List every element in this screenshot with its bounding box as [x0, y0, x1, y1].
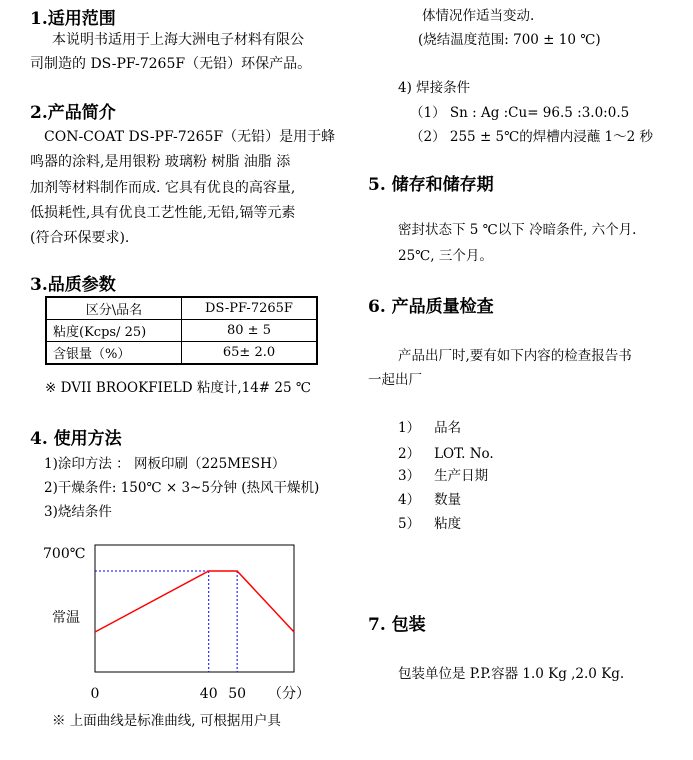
section-6-line1: 产品出厂时,要有如下内容的检查报告书: [398, 348, 632, 364]
section-3-title: 3.品质参数: [30, 275, 116, 295]
section-2-line3: 加剂等材料制作而成. 它具有优良的高容量,: [30, 180, 296, 196]
table-cell: 80 ± 5: [182, 320, 318, 342]
section-7-title: 7. 包装: [368, 615, 426, 635]
section-2-title: 2.产品简介: [30, 103, 116, 123]
usage-item-2: 2)干燥条件: 150℃ × 3~5分钟 (热风干燥机): [44, 480, 320, 496]
x-unit-label: （分）: [268, 686, 310, 702]
welding-item-2: （2） 255 ± 5℃的焊槽内浸蘸 1～2 秒: [410, 129, 653, 145]
section-1-line1: 本说明书适用于上海大洲电子材料有限公: [52, 32, 304, 48]
welding-item-1: （1） Sn : Ag :Cu= 96.5 :3.0:0.5: [410, 105, 630, 121]
table-row: [46, 342, 317, 365]
list-item: 1） 品名: [398, 420, 462, 436]
continued-line-1: 体情况作适当变动.: [422, 8, 535, 24]
section-7-line1: 包装单位是 P.P.容器 1.0 Kg ,2.0 Kg.: [398, 666, 625, 682]
section-6-title: 6. 产品质量检查: [368, 297, 494, 317]
curve-note: ※ 上面曲线是标准曲线, 可根据用户具: [52, 713, 281, 729]
x-tick-label: 0: [90, 686, 100, 702]
temperature-curve: [95, 571, 294, 632]
viscometer-note: ※ DVII BROOKFIELD 粘度计,14# 25 ℃: [45, 380, 311, 396]
table-cell: 65± 2.0: [182, 342, 318, 365]
section-2-line4: 低损耗性,具有优良工艺性能,无铅,镉等元素: [30, 205, 296, 221]
usage-item-3: 3)烧结条件: [44, 504, 112, 520]
x-tick-label: 40: [199, 686, 218, 702]
section-6-line2: 一起出厂: [368, 372, 422, 388]
table-header-row: [46, 297, 317, 320]
quality-parameters-table: [45, 296, 318, 365]
section-2-line2: 鸣器的涂料,是用银粉 玻璃粉 树脂 油脂 添: [30, 154, 291, 170]
sintering-curve-chart: [40, 538, 340, 710]
table-cell: 粘度(Kcps/ 25): [46, 320, 182, 342]
section-5-line2: 25℃, 三个月。: [398, 248, 493, 264]
section-2-line1: CON-COAT DS-PF-7265F（无铅）是用于蜂: [44, 129, 336, 145]
section-5-title: 5. 储存和储存期: [368, 175, 494, 195]
table-row: [46, 320, 317, 342]
list-item: 3） 生产日期: [398, 468, 489, 484]
y-label-bottom: 常温: [52, 610, 80, 626]
y-label-top: 700℃: [43, 546, 86, 562]
continued-line-2: (烧结温度范围: 700 ± 10 ℃): [418, 32, 601, 48]
x-tick-label: 50: [228, 686, 247, 702]
list-item: 4） 数量: [398, 492, 462, 508]
table-header-cell: 区分\品名: [46, 297, 182, 320]
chart-frame: [95, 545, 294, 672]
section-5-line1: 密封状态下 5 ℃以下 冷暗条件, 六个月.: [398, 222, 637, 238]
table-header-cell: DS-PF-7265F: [182, 297, 318, 320]
section-1-line2: 司制造的 DS-PF-7265F（无铅）环保产品。: [30, 56, 312, 72]
list-item: 2） LOT. No.: [398, 446, 494, 462]
welding-title: 4) 焊接条件: [398, 80, 471, 96]
usage-item-1: 1)涂印方法 ： 网板印刷（225MESH）: [44, 456, 286, 472]
section-2-line5: (符合环保要求).: [30, 230, 130, 246]
x-tick-labels: [91, 686, 247, 702]
section-1-title: 1.适用范围: [30, 9, 116, 29]
list-item: 5） 粘度: [398, 516, 462, 532]
chart-guides: [95, 571, 237, 672]
table-cell: 含银量（%）: [46, 342, 182, 365]
section-4-title: 4. 使用方法: [30, 429, 122, 449]
